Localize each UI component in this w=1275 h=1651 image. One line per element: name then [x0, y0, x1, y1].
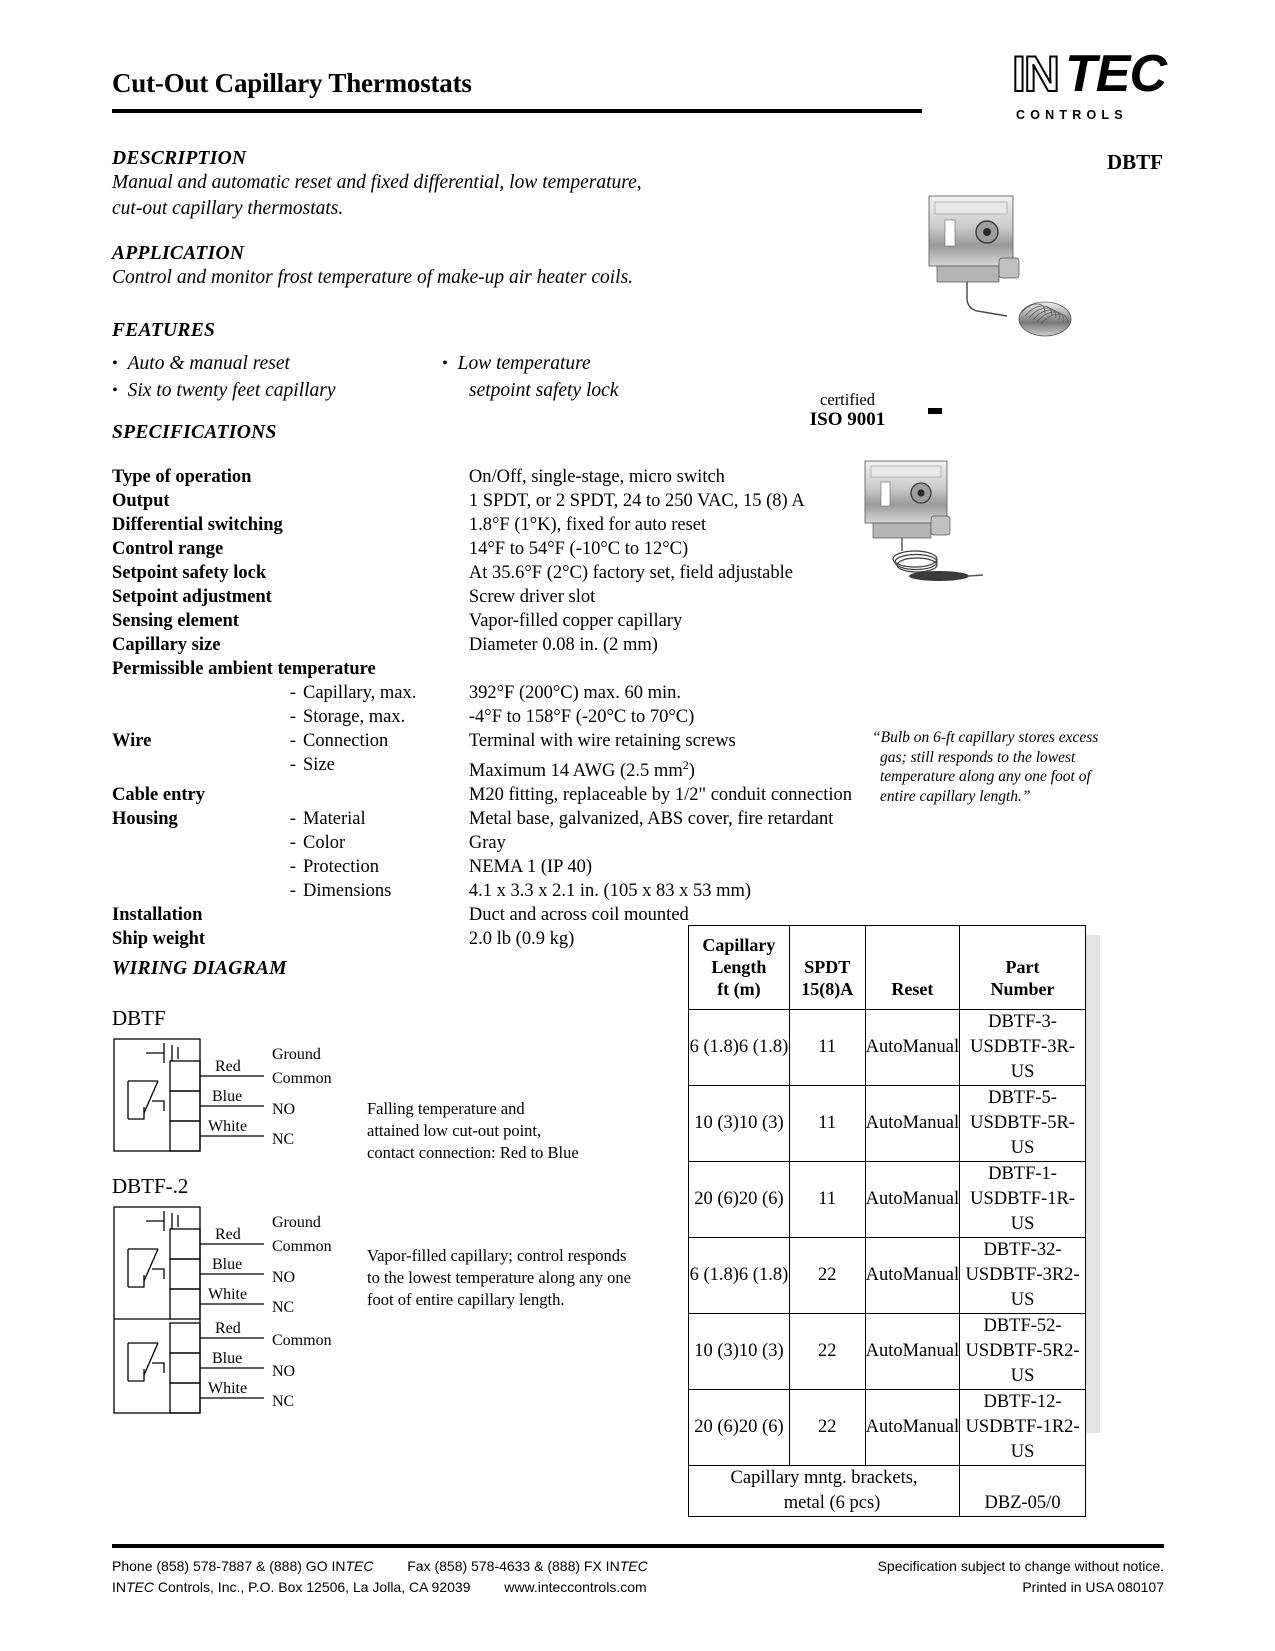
footer-company-pre: IN	[112, 1579, 126, 1595]
table-row	[689, 1162, 1086, 1238]
spec-value: At 35.6°F (2°C) factory set, field adjustable	[468, 563, 793, 583]
spec-row	[112, 784, 852, 808]
svg-text:Common: Common	[272, 1332, 332, 1349]
spec-subkey: Color	[302, 833, 346, 854]
intec-logo	[1012, 46, 1164, 138]
spec-dash: -	[289, 683, 296, 703]
spec-key	[112, 706, 283, 730]
spec-dash	[283, 784, 303, 808]
table-header-row	[689, 926, 1086, 1010]
cell-capillary-length-value: 20 (6)	[738, 1189, 784, 1209]
spec-key: Capillary size	[112, 635, 221, 655]
table-row	[689, 1010, 1086, 1086]
spec-row	[112, 634, 852, 658]
spec-dash	[283, 490, 303, 514]
feature-label: Low temperature	[457, 353, 591, 374]
footer-address-line	[112, 1577, 647, 1598]
cell-part-number-value: DBTF-12-US	[965, 1392, 1062, 1437]
header-line: Length	[711, 957, 767, 977]
wiring-note-2-line-3: foot of entire capillary length.	[367, 1290, 565, 1309]
spec-dash: -	[289, 833, 296, 854]
accessory-desc-line-1: Capillary mntg. brackets,	[730, 1468, 918, 1488]
wiring-note-1-line-1: Falling temperature and	[367, 1099, 525, 1118]
bullet-icon: •	[112, 355, 118, 372]
column-header-capillary-length	[689, 926, 790, 1010]
spec-value: Maximum 14 AWG (2.5 $mm^2$)	[468, 758, 695, 782]
cell-spdt-value: 1	[818, 1037, 827, 1057]
cell-spdt-value: 2	[827, 1341, 837, 1361]
cell-spdt	[789, 1086, 865, 1162]
spec-value: 1.8°F (1°K), fixed for auto reset	[468, 515, 707, 535]
spec-value: Metal base, galvanized, ABS cover, fire retardant	[468, 809, 834, 830]
cell-spdt-value: 1	[826, 1113, 837, 1133]
footer-company-post: Controls, Inc., P.O. Box 12506, La Jolla, CA 92039	[154, 1579, 471, 1595]
cell-reset-value: Auto	[865, 1189, 903, 1209]
cell-spdt	[789, 1390, 865, 1466]
spec-row	[112, 880, 852, 904]
cell-reset-value: Auto	[865, 1265, 903, 1285]
svg-text:White: White	[208, 1380, 248, 1397]
wiring-diagram-dbtf-2	[112, 1203, 362, 1418]
photo-caption: “Bulb on 6-ft capillary stores excess gas; still responds to the lowest temperature along any one foot of entire capillary length.”	[872, 729, 1099, 805]
footer-fax: Fax (858) 578-4633 & (888) FX IN	[407, 1558, 620, 1574]
spec-key	[112, 880, 283, 904]
spec-dash	[283, 928, 303, 952]
cell-capillary-length-value: 20 (6)	[738, 1417, 784, 1437]
svg-text:Blue: Blue	[212, 1350, 243, 1367]
cell-part-number-value: DBTF-5R-US	[993, 1113, 1075, 1158]
cell-reset-value: Auto	[865, 1417, 903, 1437]
spec-key: Installation	[112, 905, 203, 926]
cell-spdt	[789, 1314, 865, 1390]
spec-key: Differential switching	[112, 515, 283, 535]
cell-reset-value: Auto	[865, 1113, 903, 1133]
spec-key: Ship weight	[112, 929, 206, 950]
cell-reset	[865, 1314, 960, 1390]
footer-row-1	[112, 1556, 1164, 1577]
spec-subkey: Dimensions	[302, 881, 392, 902]
iso-9001-label: ISO 9001	[809, 409, 886, 430]
features-heading: FEATURES	[112, 320, 216, 341]
footer-company-tec: TEC	[126, 1579, 154, 1595]
spec-value: M20 fitting, replaceable by 1/2" conduit connection	[468, 785, 852, 806]
svg-text:Common: Common	[272, 1238, 332, 1255]
specifications-table	[112, 466, 852, 952]
terminal-label-ground: Ground	[272, 1046, 321, 1063]
header-line: Part	[1005, 957, 1040, 977]
spec-row	[112, 562, 852, 586]
cell-spdt-value: 2	[827, 1417, 837, 1437]
footer-fax-tec: TEC	[619, 1558, 648, 1574]
cell-capillary-length-value: 10 (3)	[694, 1341, 739, 1361]
spec-key: Type of operation	[112, 467, 252, 487]
cell-capillary-length	[689, 1086, 790, 1162]
wiring-diagram-section	[112, 958, 692, 1423]
bullet-icon: •	[442, 355, 448, 372]
spec-dash	[283, 610, 303, 634]
page-title: Cut-Out Capillary Thermostats	[112, 68, 472, 98]
cell-capillary-length-value: 10 (3)	[738, 1341, 784, 1361]
spec-key	[112, 832, 283, 856]
wiring-diagram-2-label: DBTF-.2	[112, 1174, 189, 1198]
model-code: DBTF	[1106, 150, 1163, 174]
spec-row	[112, 706, 852, 730]
spec-key: Control range	[112, 539, 224, 559]
cell-capillary-length	[689, 1238, 790, 1314]
svg-text:NC: NC	[272, 1299, 295, 1316]
feature-label: Six to twenty feet capillary	[127, 380, 336, 401]
spec-row	[112, 610, 852, 634]
features-columns	[112, 350, 812, 404]
spec-value: Terminal with wire retaining screws	[468, 731, 736, 751]
spec-subkey	[303, 538, 469, 562]
cell-part-number-value: DBTF-52-US	[965, 1316, 1062, 1361]
cell-reset-value: Manual	[902, 1417, 960, 1437]
ce-mark-icon	[898, 392, 944, 430]
svg-text:Blue: Blue	[212, 1256, 243, 1273]
spec-row	[112, 682, 852, 706]
description-section	[112, 148, 812, 222]
cell-part-number-value: DBTF-3R-US	[993, 1037, 1075, 1082]
column-header-reset: Reset	[865, 926, 960, 1010]
ordering-table-container	[688, 925, 1100, 1517]
wire-label-white: White	[208, 1118, 248, 1135]
cell-part-number-value: DBTF-3-US	[970, 1012, 1057, 1057]
cell-capillary-length-value: 6 (1.8)	[738, 1037, 789, 1057]
footer-divider	[112, 1544, 1164, 1548]
features-section	[112, 320, 812, 404]
cell-reset	[865, 1010, 960, 1086]
terminal-label-no: NO	[272, 1101, 296, 1118]
spec-key: Permissible ambient temperature	[112, 659, 376, 679]
cell-capillary-length-value: 20 (6)	[694, 1189, 739, 1209]
spec-dash: -	[289, 809, 296, 830]
spec-subkey	[303, 610, 469, 634]
feature-item	[112, 377, 442, 404]
cell-reset-value: Manual	[902, 1113, 960, 1133]
spec-value: Screw driver slot	[468, 587, 596, 607]
spec-subkey	[303, 928, 469, 952]
spec-subkey: Material	[302, 809, 366, 830]
terminal-label-common: Common	[272, 1070, 332, 1087]
wiring-note-1-line-3: contact connection: Red to Blue	[367, 1143, 579, 1162]
spec-value: 1 SPDT, or 2 SPDT, 24 to 250 VAC, 15 (8) A	[468, 491, 805, 511]
spec-key: Wire	[112, 731, 152, 751]
cell-accessory-description	[689, 1466, 960, 1517]
spec-dash	[283, 634, 303, 658]
cell-part-number-value: DBTF-5R2-US	[989, 1341, 1080, 1386]
spec-dash	[283, 466, 303, 490]
cell-reset	[865, 1086, 960, 1162]
iso-certification	[800, 390, 895, 430]
cell-part-number-value: DBTF-1R-US	[993, 1189, 1075, 1234]
spec-dash: -	[289, 857, 296, 878]
bullet-icon: •	[112, 382, 118, 399]
spec-subkey	[303, 514, 469, 538]
spec-row	[112, 754, 852, 784]
table-row	[689, 1314, 1086, 1390]
footer-phone-tec: TEC	[345, 1558, 374, 1574]
wiring-note-2-line-2: to the lowest temperature along any one	[367, 1268, 631, 1287]
cell-part-number-value: DBTF-1-US	[970, 1164, 1057, 1209]
spec-dash	[283, 562, 303, 586]
feature-item	[112, 350, 442, 377]
spec-key	[112, 682, 283, 706]
spec-row	[112, 658, 852, 682]
header-line: Number	[990, 979, 1055, 999]
features-column-2	[442, 350, 772, 404]
spec-subkey	[303, 634, 469, 658]
spec-subkey: Connection	[302, 731, 389, 751]
spec-dash	[283, 586, 303, 610]
spec-row	[112, 466, 852, 490]
footer-contact-line-1	[112, 1556, 648, 1577]
wire-label-red: Red	[215, 1058, 241, 1075]
spec-row	[112, 832, 852, 856]
features-column-1	[112, 350, 442, 404]
footer-phone: Phone (858) 578-7887 & (888) GO IN	[112, 1558, 346, 1574]
feature-label: Auto & manual reset	[127, 353, 290, 374]
cell-part-number-value: DBTF-5-US	[970, 1088, 1057, 1133]
cell-spdt	[789, 1238, 865, 1314]
spec-dash	[283, 514, 303, 538]
spec-value: Vapor-filled copper capillary	[468, 611, 683, 631]
cell-spdt	[789, 1010, 865, 1086]
wiring-note-2-line-1: Vapor-filled capillary; control responds	[367, 1246, 627, 1265]
footer-row-2	[112, 1577, 1164, 1598]
table-row	[689, 1238, 1086, 1314]
terminal-label-nc: NC	[272, 1131, 295, 1148]
svg-text:NO: NO	[272, 1269, 296, 1286]
cell-capillary-length-value: 20 (6)	[694, 1417, 739, 1437]
description-line-1: Manual and automatic reset and fixed differential, low temperature,	[112, 172, 642, 193]
cell-spdt-value: 2	[817, 1417, 828, 1437]
spec-value: Gray	[468, 833, 506, 854]
spec-key: Setpoint adjustment	[112, 587, 272, 607]
spec-key: Cable entry	[112, 785, 205, 806]
description-heading: DESCRIPTION	[112, 148, 247, 169]
spec-row	[112, 808, 852, 832]
spec-subkey	[303, 562, 469, 586]
logo-mark	[1012, 46, 1164, 104]
feature-item	[442, 350, 772, 377]
spec-row	[112, 538, 852, 562]
svg-text:Ground: Ground	[272, 1214, 321, 1231]
spec-key	[112, 754, 283, 784]
header-line: 15(8)A	[801, 979, 854, 999]
product-photo-dbtf-with-bulb	[855, 455, 995, 590]
spec-dash	[283, 904, 303, 928]
spec-subkey: Capillary, max.	[302, 683, 417, 703]
spec-row	[112, 514, 852, 538]
svg-text:NO: NO	[272, 1363, 296, 1380]
spec-key: Setpoint safety lock	[112, 563, 267, 583]
ordering-table	[688, 925, 1086, 1517]
column-header-spdt	[789, 926, 865, 1010]
spec-subkey	[303, 586, 469, 610]
cell-reset-value: Auto	[865, 1341, 903, 1361]
cell-spdt-value: 2	[817, 1265, 828, 1285]
cell-part-number	[960, 1238, 1086, 1314]
cell-capillary-length-value: 6 (1.8)	[689, 1265, 739, 1285]
svg-text:Red: Red	[215, 1226, 241, 1243]
cell-capillary-length-value: 6 (1.8)	[689, 1037, 739, 1057]
spec-subkey	[303, 904, 469, 928]
spec-value	[469, 658, 852, 682]
spec-subkey	[303, 784, 469, 808]
specifications-heading: SPECIFICATIONS	[112, 422, 277, 443]
column-header-part-number	[960, 926, 1086, 1010]
spec-dash: -	[289, 881, 296, 902]
wire-label-blue: Blue	[212, 1088, 243, 1105]
spec-subkey	[303, 490, 469, 514]
ordering-table-body	[689, 1010, 1086, 1517]
spec-dash: -	[289, 755, 296, 775]
accessory-desc-line-2: metal (6 pcs)	[783, 1493, 881, 1513]
cell-capillary-length-value: 6 (1.8)	[738, 1265, 789, 1285]
spec-subkey: Protection	[302, 857, 380, 878]
footer-printed: Printed in USA 080107	[1022, 1579, 1164, 1595]
spec-value: NEMA 1 (IP 40)	[468, 857, 593, 878]
application-text: Control and monitor frost temperature of make-up air heater coils.	[112, 267, 634, 288]
spec-key	[112, 856, 283, 880]
spec-value: On/Off, single-stage, micro switch	[468, 467, 725, 487]
cell-capillary-length-value: 10 (3)	[694, 1113, 739, 1133]
table-row	[689, 1086, 1086, 1162]
cell-reset-value: Manual	[902, 1189, 960, 1209]
cell-reset-value: Manual	[902, 1265, 960, 1285]
cell-part-number-value: DBTF-32-US	[965, 1240, 1062, 1285]
logo-subtitle: CONTROLS	[1016, 108, 1128, 122]
footer-notice: Specification subject to change without notice.	[877, 1558, 1164, 1574]
spec-value: 4.1 x 3.3 x 2.1 in. (105 x 83 x 53 mm)	[468, 881, 752, 902]
cell-part-number	[960, 1390, 1086, 1466]
header-line: SPDT	[804, 957, 851, 977]
cell-capillary-length	[689, 1010, 790, 1086]
spec-subkey: Storage, max.	[302, 707, 406, 727]
spec-row	[112, 856, 852, 880]
spec-value: 14°F to 54°F (-10°C to 12°C)	[468, 539, 689, 559]
cell-spdt-value: 1	[818, 1113, 827, 1133]
cell-reset	[865, 1238, 960, 1314]
spec-key: Sensing element	[112, 611, 239, 631]
spec-key: Output	[112, 491, 170, 511]
wiring-diagram-heading: WIRING DIAGRAM	[112, 958, 287, 979]
application-section	[112, 243, 812, 291]
header-line: ft (m)	[717, 979, 761, 999]
cell-spdt-value: 2	[817, 1341, 828, 1361]
spec-row	[112, 586, 852, 610]
cell-reset-value: Auto	[865, 1037, 903, 1057]
wiring-note-1-line-2: attained low cut-out point,	[367, 1121, 542, 1140]
cell-part-number	[960, 1314, 1086, 1390]
cell-reset	[865, 1390, 960, 1466]
cell-capillary-length	[689, 1314, 790, 1390]
ordering-table-head	[689, 926, 1086, 1010]
cell-reset-value: Manual	[902, 1037, 960, 1057]
svg-text:NC: NC	[272, 1393, 295, 1410]
header-divider	[112, 109, 922, 113]
spec-value: 2.0 lb (0.9 kg)	[468, 929, 575, 950]
cell-spdt	[789, 1162, 865, 1238]
wiring-diagram-1-label: DBTF	[112, 1006, 166, 1030]
header-line: Capillary	[702, 935, 776, 955]
description-line-2: cut-out capillary thermostats.	[112, 198, 344, 219]
spec-dash	[283, 538, 303, 562]
logo-in-text: IN	[1012, 46, 1058, 102]
cell-part-number	[960, 1010, 1086, 1086]
spec-dash: -	[289, 707, 296, 727]
wiring-diagram-dbtf	[112, 1035, 362, 1157]
spec-row	[112, 490, 852, 514]
cell-accessory-part-number: DBZ-05/0	[960, 1466, 1086, 1517]
page-header	[112, 45, 1166, 130]
cell-part-number	[960, 1086, 1086, 1162]
cell-spdt-value: 1	[826, 1189, 837, 1209]
cell-part-number	[960, 1162, 1086, 1238]
cell-capillary-length	[689, 1390, 790, 1466]
cell-spdt-value: 1	[826, 1037, 837, 1057]
spec-subkey: Size	[302, 755, 335, 775]
cell-reset-value: Manual	[902, 1341, 960, 1361]
footer-website[interactable]: www.inteccontrols.com	[504, 1579, 647, 1595]
cell-part-number-value: DBTF-1R2-US	[989, 1417, 1080, 1462]
spec-key: Housing	[112, 809, 178, 830]
spec-dash: -	[289, 731, 296, 751]
logo-tec-text: TEC	[1065, 45, 1166, 103]
spec-value: 392°F (200°C) max. 60 min.	[468, 683, 682, 703]
cell-spdt-value: 1	[818, 1189, 827, 1209]
iso-certified-label: certified	[820, 390, 875, 409]
specifications-section	[112, 422, 872, 952]
cell-capillary-length	[689, 1162, 790, 1238]
spec-value: Diameter 0.08 in. (2 mm)	[468, 635, 658, 655]
cell-spdt-value: 2	[827, 1265, 837, 1285]
spec-row	[112, 730, 852, 754]
application-heading: APPLICATION	[112, 243, 245, 264]
product-photo-dbtf-with-capillary	[915, 190, 1075, 340]
cell-part-number-value: DBTF-3R2-US	[989, 1265, 1080, 1310]
svg-text:Red: Red	[215, 1320, 241, 1337]
svg-text:White: White	[208, 1286, 248, 1303]
wiring-note-1	[367, 1098, 627, 1164]
spec-value: -4°F to 158°F (-20°C to 70°C)	[468, 707, 695, 727]
spec-subkey	[303, 466, 469, 490]
page-footer	[112, 1556, 1164, 1598]
table-row	[689, 1390, 1086, 1466]
cell-reset	[865, 1162, 960, 1238]
wiring-note-2	[367, 1245, 637, 1311]
cell-capillary-length-value: 10 (3)	[738, 1113, 784, 1133]
feature-label-continued: setpoint safety lock	[469, 380, 619, 401]
table-row-accessory	[689, 1466, 1086, 1517]
spec-value: Duct and across coil mounted	[468, 905, 689, 926]
